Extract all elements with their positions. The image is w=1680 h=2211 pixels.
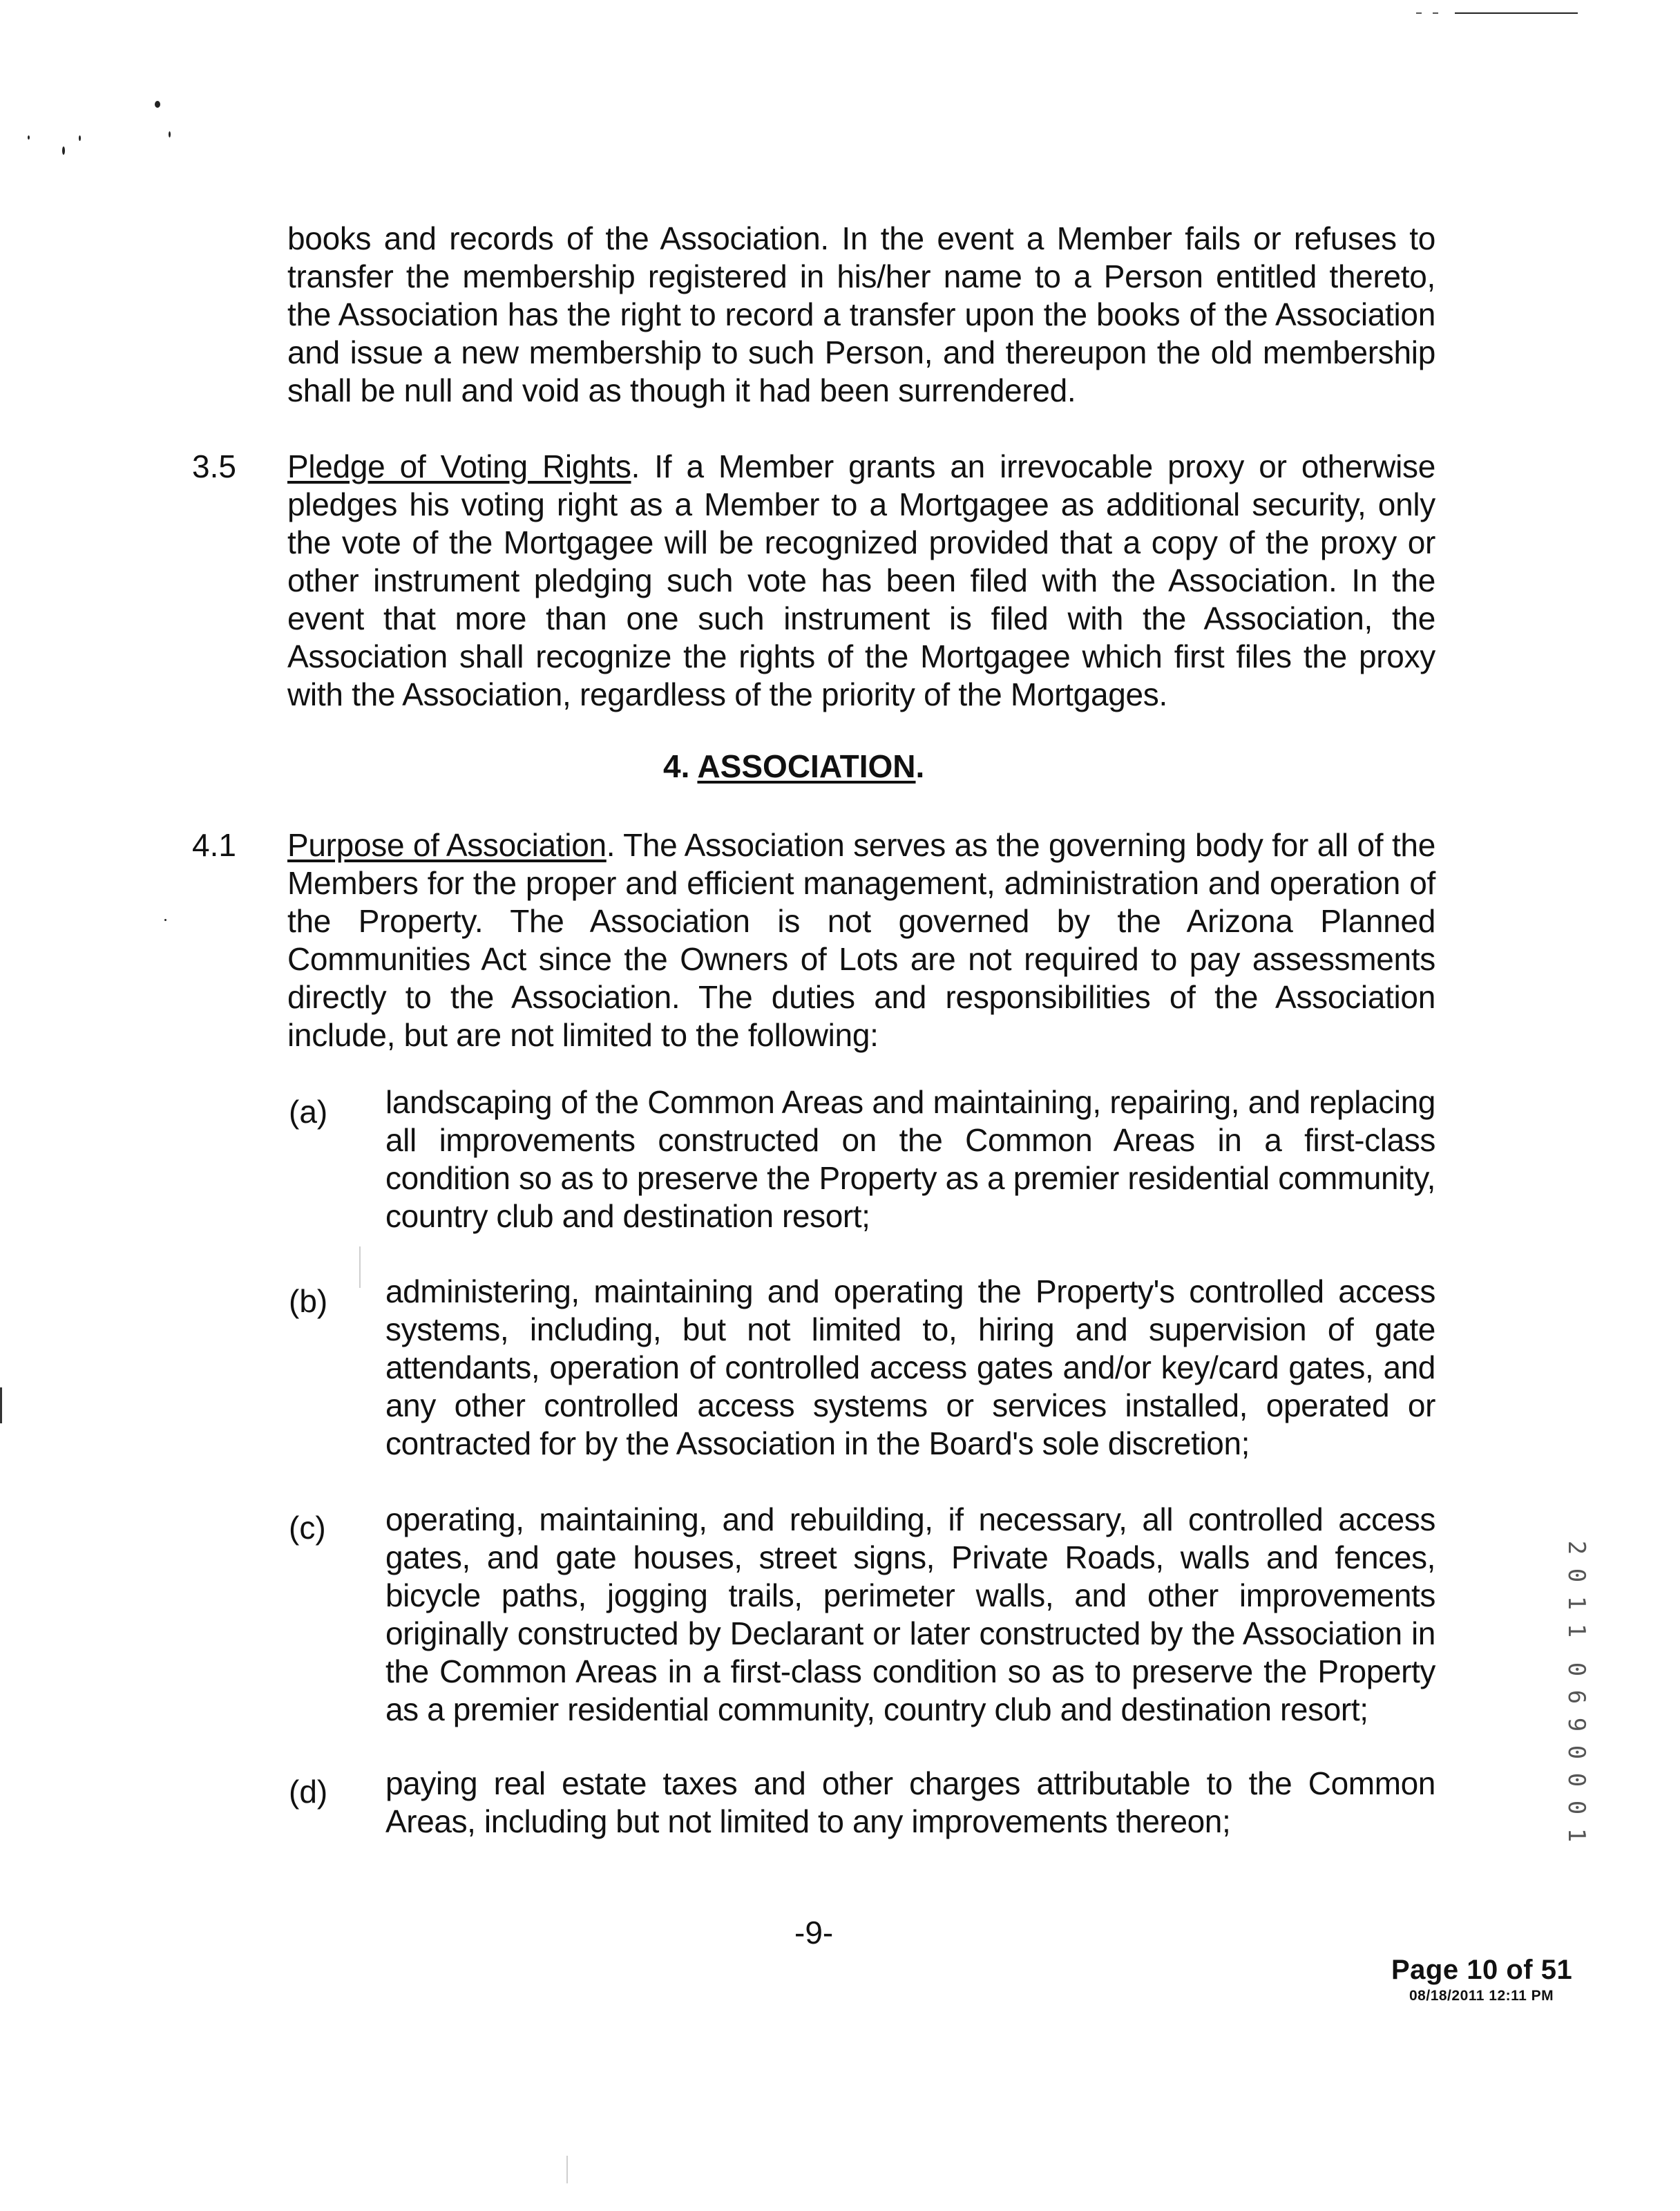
section-text: . If a Member grants an irrevocable proxy or otherwise pledges his voting right as a Member to a Mortgagee as additional security, only the vote of the Mortgagee will be recognized provided that a copy of the proxy or other instrument pledging such vote has been filed with the Association. In the event that more than one such instrument is filed with the Association, the Association shall recognize the rights of the Mortgagee which first files the proxy with the Association, regardless of the priority of the Mortgages. [287, 448, 1435, 712]
scan-speck [164, 919, 166, 921]
section-title: Pledge of Voting Rights [287, 448, 631, 484]
scan-artifact-dash [1416, 12, 1422, 14]
list-item-text: landscaping of the Common Areas and maintaining, repairing, and replacing all improvements constructed on the Common Areas in a first-class condition so as to preserve the Property as a premier residential community, country club and destination resort; [385, 1084, 1435, 1234]
scan-speck [79, 135, 81, 141]
list-item-text: administering, maintaining and operating the Property's controlled access systems, including, but not limited to, hiring and supervision of gate attendants, operation of controlled access gates and/or key/card gates, and any other controlled access systems or services installed, operated or contracted for by the Association in the Board's sole discretion; [385, 1273, 1435, 1461]
heading-association [663, 748, 924, 786]
list-item-label: (b) [289, 1283, 328, 1319]
stamp-digit: 0 [1563, 1772, 1590, 1787]
heading-title: ASSOCIATION [697, 748, 916, 784]
stamp-digit: 9 [1563, 1717, 1590, 1732]
heading-suffix: . [915, 748, 925, 784]
section-4-1-paragraph [287, 826, 1435, 1054]
heading-number: 4. [663, 748, 690, 784]
continuation-paragraph: books and records of the Association. In the event a Member fails or refuses to transfer the membership registered in his/her name to a Person entitled thereto, the Association has the right to record a transfer upon the books of the Association and issue a new membership to such Person, and thereupon the old membership shall be null and void as though it had been surrendered. [287, 220, 1435, 408]
scan-artifact-line [1455, 12, 1578, 14]
stamp-digit: 2 [1563, 1540, 1590, 1555]
list-item-text: paying real estate taxes and other charges attributable to the Common Areas, including but not limited to any improvements thereon; [385, 1765, 1435, 1839]
stamp-digit: 0 [1563, 1745, 1590, 1760]
section-title: Purpose of Association [287, 827, 607, 863]
stamp-digit: 1 [1563, 1623, 1590, 1638]
stamp-digit: 0 [1563, 1662, 1590, 1677]
list-item-label: (a) [289, 1094, 328, 1130]
scan-speck [169, 131, 171, 137]
recording-number-stamp [1563, 1534, 1590, 1852]
recorder-timestamp: 08/18/2011 12:11 PM [1409, 1988, 1554, 2004]
list-item-label: (d) [289, 1774, 328, 1810]
recorder-page-count: Page 10 of 51 [1391, 1955, 1573, 1985]
stamp-digit: 0 [1563, 1568, 1590, 1583]
scan-faint-line [566, 2156, 568, 2183]
scan-speck [155, 101, 160, 108]
stamp-digit: 1 [1563, 1595, 1590, 1611]
scan-edge-mark [0, 1387, 2, 1423]
stamp-digit: 6 [1563, 1689, 1590, 1705]
page-number: -9- [794, 1915, 834, 1951]
stamp-digit: 1 [1563, 1828, 1590, 1843]
section-number: 4.1 [192, 827, 236, 863]
scan-faint-line [359, 1246, 361, 1288]
list-item-label: (c) [289, 1510, 326, 1546]
list-item-text: operating, maintaining, and rebuilding, if necessary, all controlled access gates, and gate houses, street signs, Private Roads, walls and fences, bicycle paths, jogging trails, perimeter walls, and other improvements originally constructed by Declarant or later constructed by the Association in the Common Areas in a first-class condition so as to preserve the Property as a premier residential community, country club and destination resort; [385, 1501, 1435, 1727]
section-3-5-paragraph [287, 448, 1435, 714]
section-text: . The Association serves as the governing body for all of the Members for the proper and efficient management, administration and operation of the Property. The Association is not governed by the Arizona Planned Communities Act since the Owners of Lots are not required to pay assessments directly to the Association. The duties and responsibilities of the Association include, but are not limited to the following: [287, 827, 1435, 1053]
stamp-digit: 0 [1563, 1800, 1590, 1815]
scan-speck [62, 146, 65, 155]
scan-artifact-dash [1433, 12, 1438, 14]
scan-speck [28, 135, 30, 140]
section-number: 3.5 [192, 448, 236, 484]
